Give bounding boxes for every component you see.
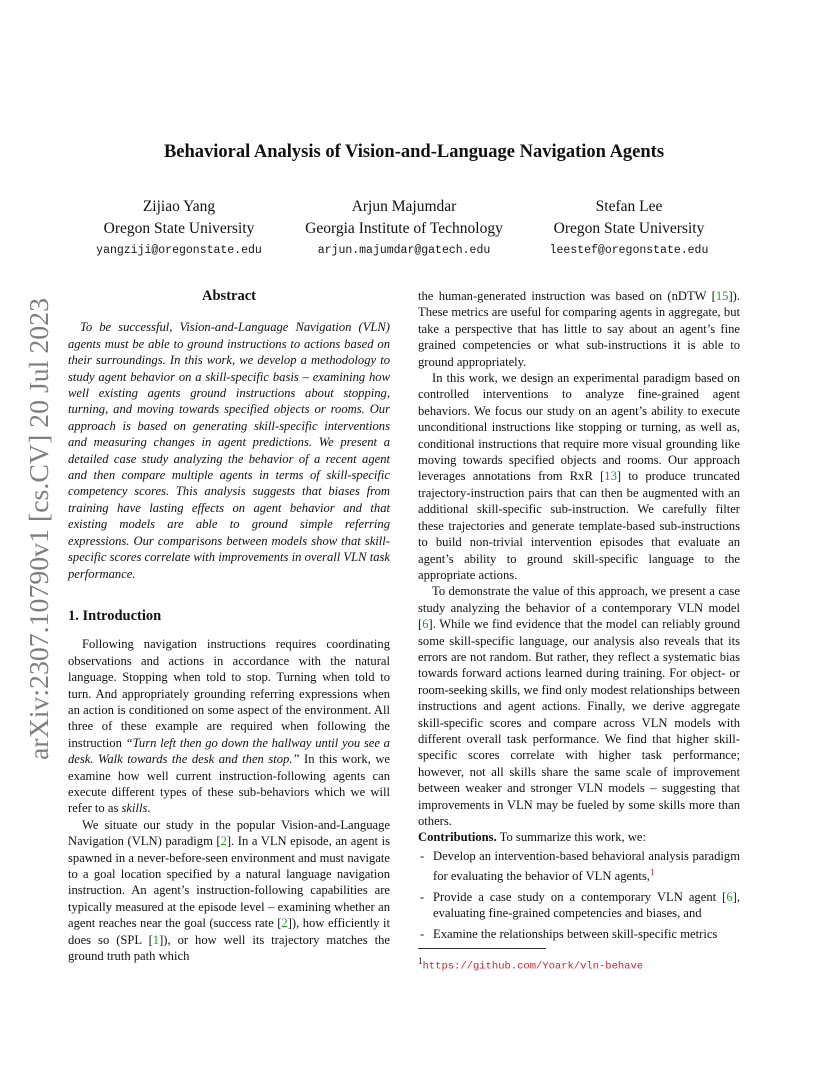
text-span: Examine the relationships between skill-specific metrics [433, 926, 718, 941]
author-affiliation: Oregon State University [553, 220, 705, 237]
text-span: In this work, we design an experimental paradigm based on controlled interventions to analyze fine-grained agent behaviors. We focus our study on an agent’s ability to execute unconditional instructions like stopping or turning, as well as, conditional instructions that require more visual grounding like moving towards specified objects and rooms. Our approach leverages annotations from RxR [ [418, 371, 740, 484]
left-column [68, 288, 390, 964]
citation-link[interactable]: 15 [715, 289, 729, 303]
text-span: Provide a case study on a contemporary VLN agent [ [433, 889, 727, 904]
list-item [418, 848, 740, 885]
contributions-paragraph [418, 829, 740, 845]
bullet-dash: - [420, 848, 425, 863]
right-paragraph-1 [418, 370, 740, 583]
footnote-divider [418, 948, 546, 949]
text-span: To summarize this work, we: [496, 830, 647, 845]
author-name: Stefan Lee [595, 198, 663, 215]
author-email[interactable]: leestef@oregonstate.edu [549, 244, 709, 257]
text-span: Develop an intervention-based behavioral analysis paradigm for evaluating the behavior of VLN agents, [433, 848, 740, 884]
author-1 [84, 196, 274, 260]
text-span: We situate our study in the popular Vision-and-Language Navigation (VLN) paradigm [ [68, 817, 390, 849]
right-paragraph-0 [418, 288, 740, 370]
citation-link[interactable]: 2 [220, 834, 227, 849]
text-span: . [147, 801, 151, 816]
author-email[interactable]: yangziji@oregonstate.edu [96, 244, 262, 257]
author-2 [295, 196, 513, 260]
list-item [418, 926, 740, 942]
example-instruction-quote: “Turn left then go down the hallway until you see a desk. Walk towards the desk and then stop.” [68, 735, 390, 767]
text-span: ], evaluating fine-grained competencies and biases, and [433, 889, 740, 921]
arxiv-stamp [18, 296, 56, 760]
text-span: ]). These metrics are useful for comparing agents in aggregate, but take a perspective that has little to say about an agent’s fine grained competencies or what sub-instructions it is able to ground appropriately. [418, 289, 740, 369]
text-span: In this work, we examine how well current instruction-following agents can execute different types of these sub-behaviors which we will refer to as [68, 752, 391, 816]
contributions-label: Contributions. [418, 830, 497, 845]
footnote [418, 953, 740, 975]
author-name: Zijiao Yang [142, 198, 216, 215]
text-span: ]. In a VLN episode, an agent is spawned in a never-before-seen environment and must navigate to a goal location specified by a natural language navigation instruction. An agent’s instruction-following capabilities are typically measured at the episode level – examining whether an agent reaches near the goal (success rate [ [68, 834, 390, 931]
text-span: ]), how efficiently it does so (SPL [ [68, 916, 390, 947]
footnote-mark: 1 [418, 956, 423, 967]
text-span: the human-generated instruction was based on (nDTW [ [418, 289, 716, 303]
author-affiliation: Oregon State University [103, 220, 255, 237]
footnote-ref-link[interactable]: 1 [649, 867, 655, 878]
text-span: Following navigation instructions requires coordinating observations and actions in accordance with the natural language. Stopping when told to stop. Turning when told to turn. And appropriately grounding referring expressions when an action is conditioned on some aspect of the environment. All three of these example are required when following the instruction [68, 637, 390, 750]
text-span: To demonstrate the value of this approach, we present a case study analyzing the behavior of a contemporary VLN model [ [418, 584, 740, 632]
list-item [418, 889, 740, 922]
author-affiliation: Georgia Institute of Technology [305, 220, 503, 237]
introduction-heading: 1. Introduction [68, 607, 162, 624]
author-email[interactable]: arjun.majumdar@gatech.edu [317, 244, 491, 257]
contributions-list [418, 848, 740, 942]
citation-link[interactable]: 2 [281, 916, 288, 931]
paper-title: Behavioral Analysis of Vision-and-Language Navigation Agents [163, 142, 665, 162]
text-span: ]), or how well its trajectory matches the ground truth path which [68, 932, 391, 964]
abstract-text: To be successful, Vision-and-Language Navigation (VLN) agents must be able to ground instructions to actions based on their surroundings. In this work, we develop a methodology to study agent behavior on a skill-specific basis – examining how well existing agents ground instructions about stopping, turning, and moving towards specified objects or rooms. Our approach is based on generating skill-specific interventions and measuring changes in agent predictions. We present a detailed case study analyzing the behavior of a recent agent and then compare multiple agents in terms of skill-specific competency scores. This analysis suggests that biases from training have lasting effects on agent behavior and that existing models are able to ground simple referring expressions. Our comparisons between models show that skill-specific scores correlate with improvements in overall VLN task performance. [68, 320, 390, 581]
intro-paragraph-1 [68, 636, 390, 816]
emphasis-term: skills [121, 801, 148, 816]
citation-link[interactable]: 6 [422, 617, 429, 632]
author-3 [531, 196, 727, 260]
text-span: ] to produce truncated trajectory-instruction pairs that can then be augmented with an additional skill-specific sub-instruction. We carefully filter these trajectories and generate template-based sub-instructions to build non-trivial intervention episodes that evaluate an agent’s ability to ground skill-specific language to the appropriate actions. [418, 469, 740, 582]
author-name: Arjun Majumdar [351, 198, 457, 215]
abstract-heading: Abstract [202, 288, 256, 304]
citation-link[interactable]: 6 [726, 889, 733, 904]
intro-paragraph-2 [68, 817, 390, 965]
bullet-dash: - [420, 889, 425, 904]
citation-link[interactable]: 13 [604, 469, 617, 484]
footnote-url-link[interactable]: https://github.com/Yoark/vln-behave [422, 960, 644, 973]
right-paragraph-2 [418, 583, 740, 829]
right-column [418, 288, 740, 975]
text-span: ]. While we find evidence that the model can reliably ground some skill-specific language, our analysis also reveals that its errors are not random. But rather, they reflect a systematic bias towards forward actions learned during training. For object- or room-seeking skills, we find only modest relationships between instructions and agent actions. Finally, we derive aggregate skill-specific scores and compare across VLN models with different overall task performance. We find that higher skill-specific scores correlate with higher task performance; however, not all skills share the same scale of improvement between weaker and stronger VLN models – suggesting that improvements in VLN may be fueled by some skills more than others. [418, 617, 740, 828]
citation-link[interactable]: 1 [152, 932, 160, 947]
bullet-dash: - [420, 926, 425, 941]
arxiv-stamp-text: arXiv:2307.10790v1 [cs.CV] 20 Jul 2023 [23, 303, 54, 760]
